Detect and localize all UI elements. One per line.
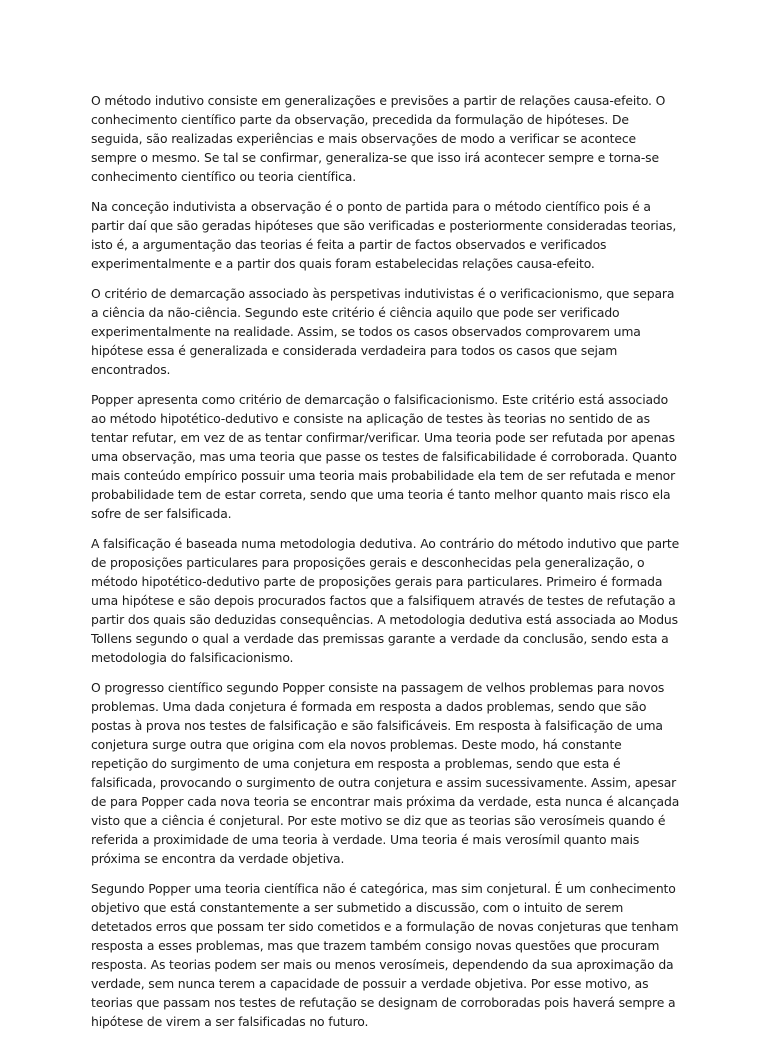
document-body <box>91 91 681 1042</box>
paragraph-6: O progresso científico segundo Popper consiste na passagem de velhos problemas para novos problemas. Uma dada conjetura é formada em resposta a dados problemas, sendo que são postas à prova nos testes de falsificação e são falsificáveis. Em resposta à falsificação de uma conjetura surge outra que origina com ela novos problemas. Deste modo, há constante repetição do surgimento de uma conjetura em resposta a problemas, sendo que esta é falsificada, provocando o surgimento de outra conjetura e assim sucessivamente. Assim, apesar de para Popper cada nova teoria se encontrar mais próxima da verdade, esta nunca é alcançada visto que a ciência é conjetural. Por este motivo se diz que as teorias são verosímeis quando é referida a proximidade de uma teoria à verdade. Uma teoria é mais verosímil quanto mais próxima se encontra da verdade objetiva. <box>91 680 680 866</box>
paragraph-7: Segundo Popper uma teoria científica não é categórica, mas sim conjetural. É um conhecimento objetivo que está constantemente a ser submetido a discussão, com o intuito de serem detetados erros que possam ter sido cometidos e a formulação de novas conjeturas que tenham resposta a esses problemas, mas que trazem também consigo novas questões que procuram resposta. As teorias podem ser mais ou menos verosímeis, dependendo da sua aproximação da verdade, sem nunca terem a capacidade de possuir a verdade objetiva. Por esse motivo, as teorias que passam nos testes de refutação se designam de corroboradas pois haverá sempre a hipótese de virem a ser falsificadas no futuro. <box>91 881 679 1029</box>
paragraph-5: A falsificação é baseada numa metodologia dedutiva. Ao contrário do método indutivo que parte de proposições particulares para proposições gerais e desconhecidas pela generalização, o método hipotético-dedutivo parte de proposições gerais para particulares. Primeiro é formada uma hipótese e são depois procurados factos que a falsifiquem através de testes de refutação a partir dos quais são deduzidas consequências. A metodologia dedutiva está associada ao Modus Tollens segundo o qual a verdade das premissas garante a verdade da conclusão, sendo esta a metodologia do falsificacionismo. <box>91 536 680 665</box>
paragraph-1: O método indutivo consiste em generalizações e previsões a partir de relações causa-efeito. O conhecimento científico parte da observação, precedida da formulação de hipóteses. De seguida, são realizadas experiências e mais observações de modo a verificar se acontece sempre o mesmo. Se tal se confirmar, generaliza-se que isso irá acontecer sempre e torna-se conhecimento científico ou teoria científica. <box>91 93 666 184</box>
paragraph-2: Na conceção indutivista a observação é o ponto de partida para o método científico pois é a partir daí que são geradas hipóteses que são verificadas e posteriormente consideradas teorias, isto é, a argumentação das teorias é feita a partir de factos observados e verificados experimentalmente e a partir dos quais foram estabelecidas relações causa-efeito. <box>91 199 677 271</box>
paragraph-3: O critério de demarcação associado às perspetivas indutivistas é o verificacionismo, que separa a ciência da não-ciência. Segundo este critério é ciência aquilo que pode ser verificado experimentalmente na realidade. Assim, se todos os casos observados comprovarem uma hipótese essa é generalizada e considerada verdadeira para todos os casos que sejam encontrados. <box>91 286 675 377</box>
paragraph-4: Popper apresenta como critério de demarcação o falsificacionismo. Este critério está associado ao método hipotético-dedutivo e consiste na aplicação de testes às teorias no sentido de as tentar refutar, em vez de as tentar confirmar/verificar. Uma teoria pode ser refutada por apenas uma observação, mas uma teoria que passe os testes de falsificabilidade é corroborada. Quanto mais conteúdo empírico possuir uma teoria mais probabilidade ela tem de ser refutada e menor probabilidade tem de estar correta, sendo que uma teoria é tanto melhor quanto mais risco ela sofre de ser falsificada. <box>91 392 677 521</box>
